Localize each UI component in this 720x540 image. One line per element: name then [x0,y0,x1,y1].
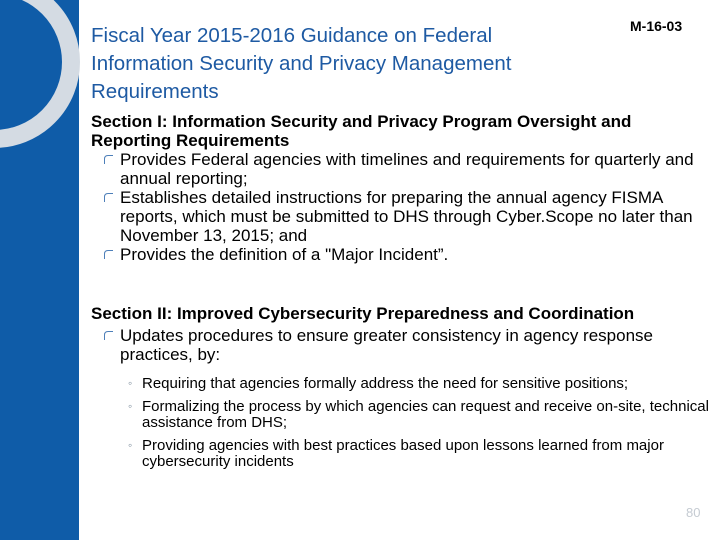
bullet-item [91,150,711,188]
sub-bullet-icon: ◦ [128,376,133,390]
sub-bullet-text: Formalizing the process by which agencies can request and receive on-site, technical assistance from DHS; [142,397,709,431]
bullet-item [91,245,711,264]
sub-bullet-item [91,376,711,393]
sub-bullet-icon: ◦ [128,437,133,452]
bullet-text: Establishes detailed instructions for preparing the annual agency FISMA reports, which must be submitted to DHS through Cyber.Scope no later than November 13, 2015; and [120,188,693,245]
bullet-text: Provides the definition of a "Major Incident”. [120,245,449,264]
bullet-item [91,326,711,364]
sub-bullet-text: Requiring that agencies formally address the need for sensitive positions; [142,375,629,392]
section-2-heading: Section II: Improved Cybersecurity Preparedness and Coordination [91,304,635,323]
document-id: M-16-03 [630,18,683,34]
bullet-icon [103,249,114,260]
bullet-item [91,188,711,245]
sub-bullet-item [91,438,711,471]
section-2 [91,304,711,471]
bullet-icon [103,330,114,341]
bullet-icon [103,192,114,203]
bullet-icon [103,154,114,165]
page-number: 80 [686,505,701,520]
sub-bullet-item [91,399,711,432]
section-1 [91,112,711,264]
bullet-text: Provides Federal agencies with timelines and requirements for quarterly and annual reporting; [120,150,694,188]
sub-bullet-icon: ◦ [128,398,133,413]
bullet-text: Updates procedures to ensure greater consistency in agency response practices, by: [120,326,653,364]
slide-title: Fiscal Year 2015-2016 Guidance on Federal Information Security and Privacy Management Requirements [91,24,512,103]
sub-bullet-text: Providing agencies with best practices based upon lessons learned from major cybersecurity incidents [142,436,664,470]
section-1-heading: Section I: Information Security and Privacy Program Oversight and Reporting Requirements [91,112,632,150]
